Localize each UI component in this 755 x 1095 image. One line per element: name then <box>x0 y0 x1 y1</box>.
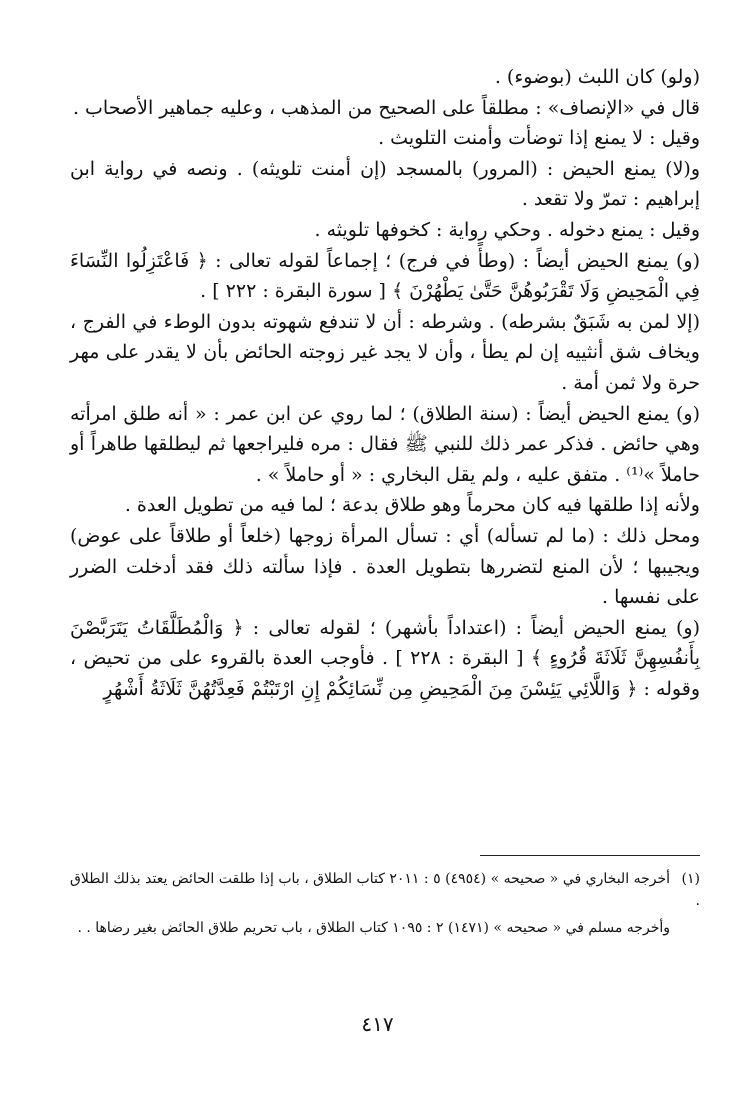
paragraph: و(لا) يمنع الحيض : (المرور) بالمسجد (إن أمنت تلويثه) . ونصه في رواية ابن إبراهيم : تمرّ ولا تقعد . <box>70 157 700 211</box>
paragraph: (ولو) كان اللبث (بوضوء) . <box>494 66 700 88</box>
paragraph: وقيل : لا يمنع إذا توضأت وأمنت التلويث . <box>378 127 700 150</box>
paragraph: ولأنه إذا طلقها فيه كان محرماً وهو طلاق بدعة ؛ لما فيه من تطويل العدة . <box>124 494 700 517</box>
footnote-number: (١) <box>681 871 700 887</box>
footnotes <box>70 868 700 944</box>
page-number: ٤١٧ <box>361 1012 394 1036</box>
footnote-text: أخرجه البخاري في « صحيحه » (٤٩٥٤) ٥ : ٢٠١١ كتاب الطلاق ، باب إذا طلقت الحائض يعتد بذلك الطلاق . <box>70 871 700 909</box>
paragraph: قال في «الإنصاف» : مطلقاً على الصحيح من المذهب ، وعليه جماهير الأصحاب . <box>72 96 700 119</box>
footnote-divider <box>480 855 700 856</box>
paragraph: (و) يمنع الحيض أيضاً : (وطأً في فرج) ؛ إجماعاً لقوله تعالى : ﴿ فَاعْتَزِلُوا النِّسَاءَ فِي الْمَحِيضِ وَلَا تَقْرَبُوهُنَّ حَتَّىٰ يَطْهُرْنَ ﴾ [ سورة البقرة : ٢٢٢ ] . <box>70 249 700 303</box>
paragraph: (و) يمنع الحيض أيضاً : (اعتداداً بأشهر) ؛ لقوله تعالى : ﴿ وَالْمُطَلَّقَاتُ يَتَرَبَّصْنَ بِأَنفُسِهِنَّ ثَلَاثَةَ قُرُوءٍ ﴾ [ البقرة : ٢٢٨ ] . فأوجب العدة بالقروء على من تحيض ، وقوله : ﴿ وَاللَّائِي يَئِسْنَ مِنَ الْمَحِيضِ مِن نِّسَائِكُمْ إِنِ ارْتَبْتُمْ فَعِدَّتُهُنَّ ثَلَاثَةُ أَشْهُرٍ <box>70 616 700 700</box>
main-text <box>70 62 700 704</box>
footnote-continuation: وأخرجه مسلم في « صحيحه » (١٤٧١) ٢ : ١٠٩٥ كتاب الطلاق ، باب تحريم طلاق الحائض بغير رضاها . . <box>77 920 670 936</box>
paragraph: وقيل : يمنع دخوله . وحكي رواية : كخوفها تلويثه . <box>314 218 700 241</box>
paragraph: (إلا لمن به شَبَقٌ بشرطه) . وشرطه : أن لا تندفع شهوته بدون الوطء في الفرج ، ويخاف شق أنثييه إن لم يطأ ، وأن لا يجد غير زوجته الحائض بأن لا يقدر على مهر حرة ولا ثمن أمة . <box>70 310 700 394</box>
paragraph: (و) يمنع الحيض أيضاً : (سنة الطلاق) ؛ لما روي عن ابن عمر : « أنه طلق امرأته وهي حائض . فذكر عمر ذلك للنبي ﷺ فقال : مره فليراجعها ثم ليطلقها طاهراً أو حاملاً »⁽¹⁾ . متفق عليه ، ولم يقل البخاري : « أو حاملاً » . <box>70 402 700 486</box>
paragraph: ومحل ذلك : (ما لم تسأله) أي : تسأل المرأة زوجها (خلعاً أو طلاقاً على عوض) ويجيبها ؛ لأن المنع لتضررها بتطويل العدة . فإذا سألته ذلك فقد أدخلت الضرر على نفسها . <box>70 524 701 609</box>
footnote-item <box>70 868 700 912</box>
